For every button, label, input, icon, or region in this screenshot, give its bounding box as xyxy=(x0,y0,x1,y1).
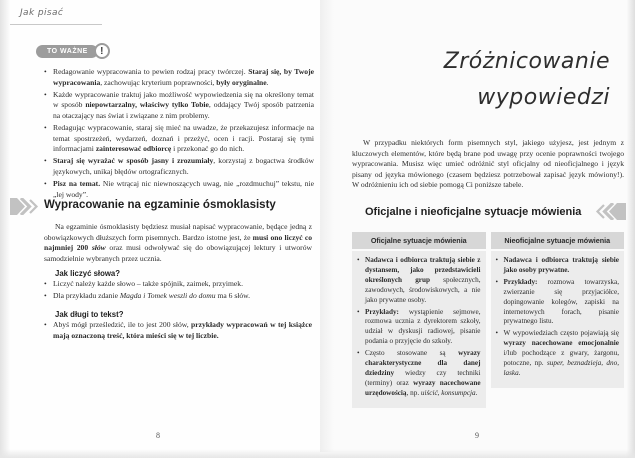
column-bullet-list xyxy=(357,256,481,399)
page-number: 8 xyxy=(156,431,160,440)
important-label: TO WAŻNE xyxy=(36,45,98,58)
column-body xyxy=(352,251,486,408)
list-item: • Nadawca i odbiorca traktują siebie z dystansem, jako przedstawicieli określonych grup społecznych, zawodowych, środowiskowych, a nie jako prywatne osoby. xyxy=(357,256,481,306)
list-item: • Redagowanie wypracowania to pewien rodzaj pracy twórczej. Staraj się, by Twoje wypracowania, zachowując kryterium poprawności, były oryginalne. xyxy=(44,67,314,88)
right-page xyxy=(320,0,628,452)
list-item: • Abyś mógł prześledzić, ile to jest 200 słów, przykłady wypracowań w tej książce mają oznaczoną treść, która mieści się w tej liczbie. xyxy=(44,320,312,341)
list-item: • Dla przykładu zdanie Magda i Tomek weszli do domu ma 6 słów. xyxy=(44,291,312,302)
qa-bullet-list xyxy=(44,279,312,301)
chapter-title-line: Zróżnicowanie xyxy=(443,49,610,74)
section-intro-paragraph: Na egzaminie ósmoklasisty będziesz musiał napisać wypracowanie, będące jedną z obowiązkowych dłuższych form pisemnych. Bardzo istotne jest, że musi ono liczyć co najmniej 200 słów oraz musi odwoływać się do obowiązującej lektury i utworów samodzielnie wybranych przez ucznia. xyxy=(44,222,313,263)
list-item: • Często stosowane są wyrazy charakterystyczne dla danej dziedziny wiedzy czy techniki (terminy) oraz wyrazy nacechowane urzędowością, np. uiścić, konsumpcja. xyxy=(357,349,481,399)
exclamation-icon: ! xyxy=(94,43,110,59)
list-item: • Każde wypracowanie traktuj jako możliwość wypowiedzenia się na określony temat w sposób niepowtarzalny, właściwy tylko Tobie, oddający Twój sposób patrzenia na otaczający nas świat i związane z nim problemy. xyxy=(44,90,314,122)
qa-block xyxy=(44,269,312,350)
column-header: Nieoficjalne sytuacje mówienia xyxy=(491,232,625,249)
section-heading: Oficjalne i nieoficjalne sytuacje mówienia xyxy=(365,206,582,218)
list-item: • Przykłady: rozmowa towarzyska, zwierzanie się przyjaciółce, dopingowanie kolegów, zapiski na internetowych forach, pisanie prywatnego listu. xyxy=(496,278,620,328)
list-item: • Nadawca i odbiorca traktują siebie jako osoby prywatne. xyxy=(496,256,620,276)
qa-bullet-list xyxy=(44,320,312,341)
list-item: • Pisz na temat. Nie wtrącaj nic niewnoszących uwag, nie „rozdmuchuj” tekstu, nie „lej wody”. xyxy=(44,179,314,200)
list-item: • Przykłady: wystąpienie sejmowe, rozmowa ucznia z dyrektorem szkoły, udział w dyskusji radiowej, pisanie podania o przyjęcie do szkoły. xyxy=(357,308,481,348)
qa-question: Jak długi to tekst? xyxy=(55,310,124,320)
running-head-rule xyxy=(0,24,102,25)
chevron-left-band-icon xyxy=(592,203,634,220)
running-head: Jak pisać xyxy=(20,8,64,18)
speaking-situations-table xyxy=(352,232,624,408)
chapter-title xyxy=(444,44,610,116)
list-item: • Staraj się wyrażać w sposób jasny i zrozumiały, korzystaj z bogactwa środków językowych, unikaj błędów ortograficznych. xyxy=(44,156,314,177)
chapter-intro-paragraph: W przypadku niektórych form pisemnych styl, jakiego użyjesz, jest jednym z kluczowych elementów, które będą brane pod uwagę przy ocenie poprawności twojego wypracowania. Musisz więc umieć odróżnić styl oficjalny od nieoficjalnego i język pisany od języka mówionego (czasem będziesz potrzebował zapisać język mówiony!). W odróżnieniu ich od siebie pomogą Ci poniższe tabele. xyxy=(352,138,624,190)
table-column-official xyxy=(352,232,486,408)
page-number: 9 xyxy=(475,431,479,440)
column-header: Oficjalne sytuacje mówienia xyxy=(352,232,486,249)
qa-question: Jak liczyć słowa? xyxy=(55,269,121,278)
important-bullet-list xyxy=(36,67,316,200)
list-item: • Redagując wypracowanie, staraj się mieć na uwadze, że przekazujesz informacje na temat spostrzeżeń, wydarzeń, doznań i przeżyć, ocen i racji. Postaraj się tymi informacjami zainteresować odbiorcę i przekonać go do nich. xyxy=(44,123,314,155)
column-bullet-list xyxy=(496,256,620,379)
important-box-header xyxy=(36,42,316,60)
section-heading: Wypracowanie na egzaminie ósmoklasisty xyxy=(44,199,276,211)
list-item: • Liczyć należy każde słowo – także spójnik, zaimek, przyimek. xyxy=(44,279,312,290)
list-item: • W wypowiedziach często pojawiają się wyrazy nacechowane emocjonalnie i/lub pochodzące z gwary, żargonu, potoczne, np. super, beznadzieja, dno, laska. xyxy=(496,329,620,379)
table-column-unofficial xyxy=(491,232,625,388)
chapter-title-line: wypowiedzi xyxy=(477,85,610,110)
column-body xyxy=(491,251,625,388)
important-box xyxy=(36,42,316,202)
left-page xyxy=(8,0,320,452)
chevron-right-band-icon xyxy=(0,198,40,215)
